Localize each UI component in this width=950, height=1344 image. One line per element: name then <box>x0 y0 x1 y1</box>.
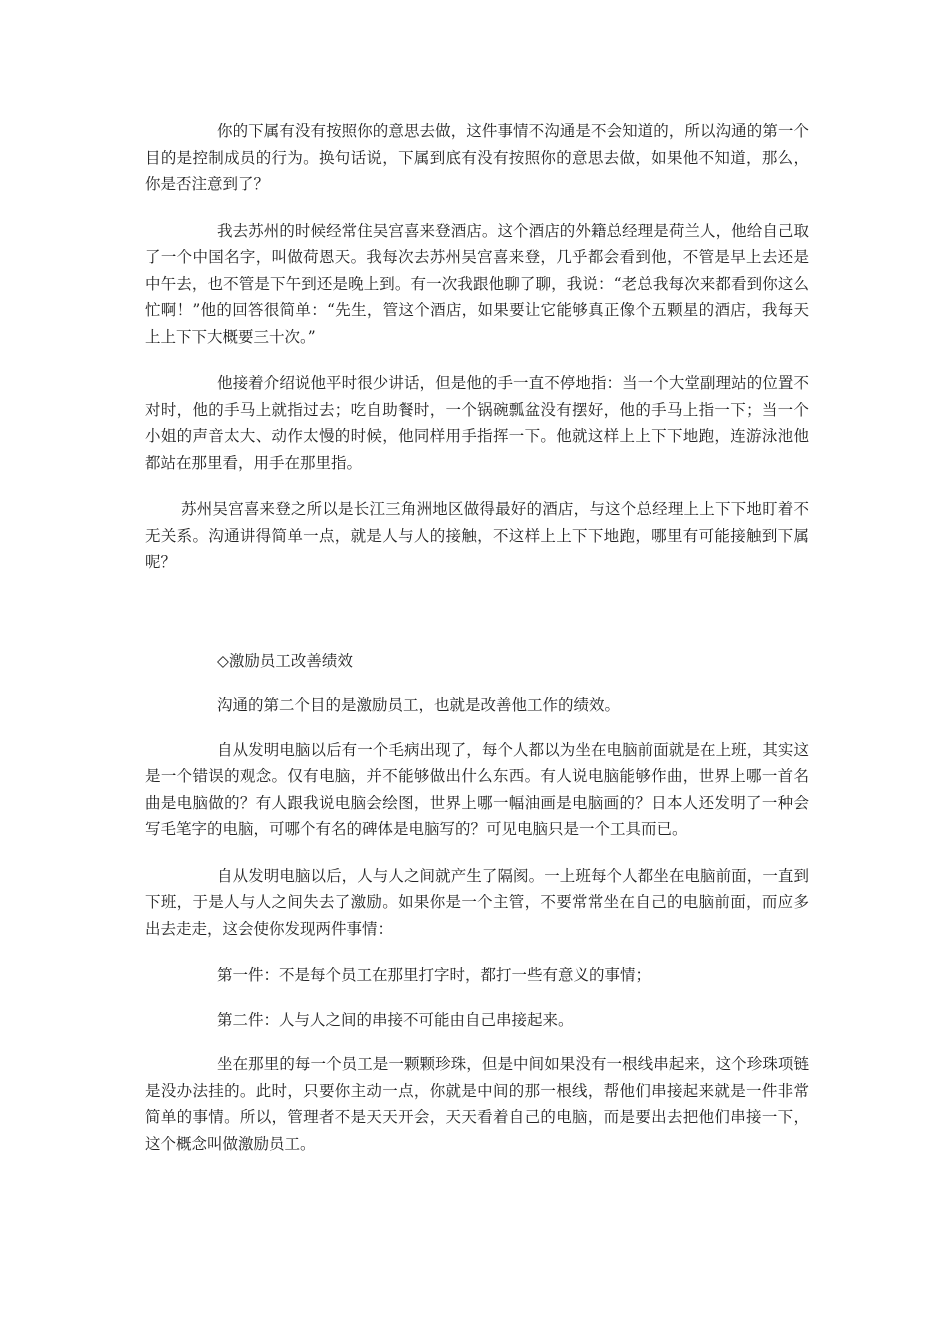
paragraph-sheraton-story: 我去苏州的时候经常住吴宫喜来登酒店。这个酒店的外籍总经理是荷兰人，他给自己取了一个中国名字，叫做荷恩天。我每次去苏州吴宫喜来登，几乎都会看到他，不管是早上去还是中午去，也不管是下午到还是晚上到。有一次我跟他聊了聊，我说：“老总我每次来都看到你这么忙啊！”他的回答很简单：“先生，管这个酒店，如果要让它能够真正像个五颗星的酒店，我每天上上下下大概要三十次。” <box>145 221 809 346</box>
paragraph-second-purpose: 沟通的第二个目的是激励员工，也就是改善他工作的绩效。 <box>217 696 621 714</box>
paragraph-first-point: 第一件：不是每个员工在那里打字时，都打一些有意义的事情； <box>217 966 652 984</box>
paragraph-computer-barrier: 自从发明电脑以后，人与人之间就产生了隔阂。一上班每个人都坐在电脑前面，一直到下班，于是人与人之间失去了激励。如果你是一个主管，不要常常坐在自己的电脑前面，而应多出去走走，这会使你发现两件事情： <box>145 866 809 938</box>
section-heading: ◇激励员工改善绩效 <box>217 651 353 670</box>
paragraph-pearl-necklace: 坐在那里的每一个员工是一颗颗珍珠，但是中间如果没有一根线串起来，这个珍珠项链是没办法挂的。此时，只要你主动一点，你就是中间的那一根线，帮他们串接起来就是一件非常简单的事情。所以，管理者不是天天开会，天天看着自己的电脑，而是要出去把他们串接一下，这个概念叫做激励员工。 <box>145 1055 809 1153</box>
paragraph-second-point: 第二件：人与人之间的串接不可能由自己串接起来。 <box>217 1010 574 1029</box>
paragraph-control-behavior: 你的下属有没有按照你的意思去做，这件事情不沟通是不会知道的，所以沟通的第一个目的是控制成员的行为。换句话说，下属到底有没有按照你的意思去做，如果他不知道，那么，你是否注意到了？ <box>145 122 809 193</box>
paragraph-sheraton-conclusion: 苏州吴宫喜来登之所以是长江三角洲地区做得最好的酒店，与这个总经理上上下下地盯着不无关系。沟通讲得简单一点，就是人与人的接触，不这样上上下下地跑，哪里有可能接触到下属呢？ <box>145 500 809 571</box>
section-spacer <box>145 596 809 648</box>
paragraph-manager-pointing: 他接着介绍说他平时很少讲话，但是他的手一直不停地指：当一个大堂副理站的位置不对时，他的手马上就指过去；吃自助餐时，一个锅碗瓢盆没有摆好，他的手马上指一下；当一个小姐的声音太大、动作太慢的时候，他同样用手指挥一下。他就这样上上下下地跑，连游泳池他都站在那里看，用手在那里指。 <box>145 374 809 472</box>
paragraph-computer-problem: 自从发明电脑以后有一个毛病出现了，每个人都以为坐在电脑前面就是在上班，其实这是一个错误的观念。仅有电脑，并不能够做出什么东西。有人说电脑能够作曲，世界上哪一首名曲是电脑做的？有人跟我说电脑会绘图，世界上哪一幅油画是电脑画的？日本人还发明了一种会写毛笔字的电脑，可哪个有名的碑体是电脑写的？可见电脑只是一个工具而已。 <box>145 740 809 838</box>
document-body <box>145 118 809 1177</box>
